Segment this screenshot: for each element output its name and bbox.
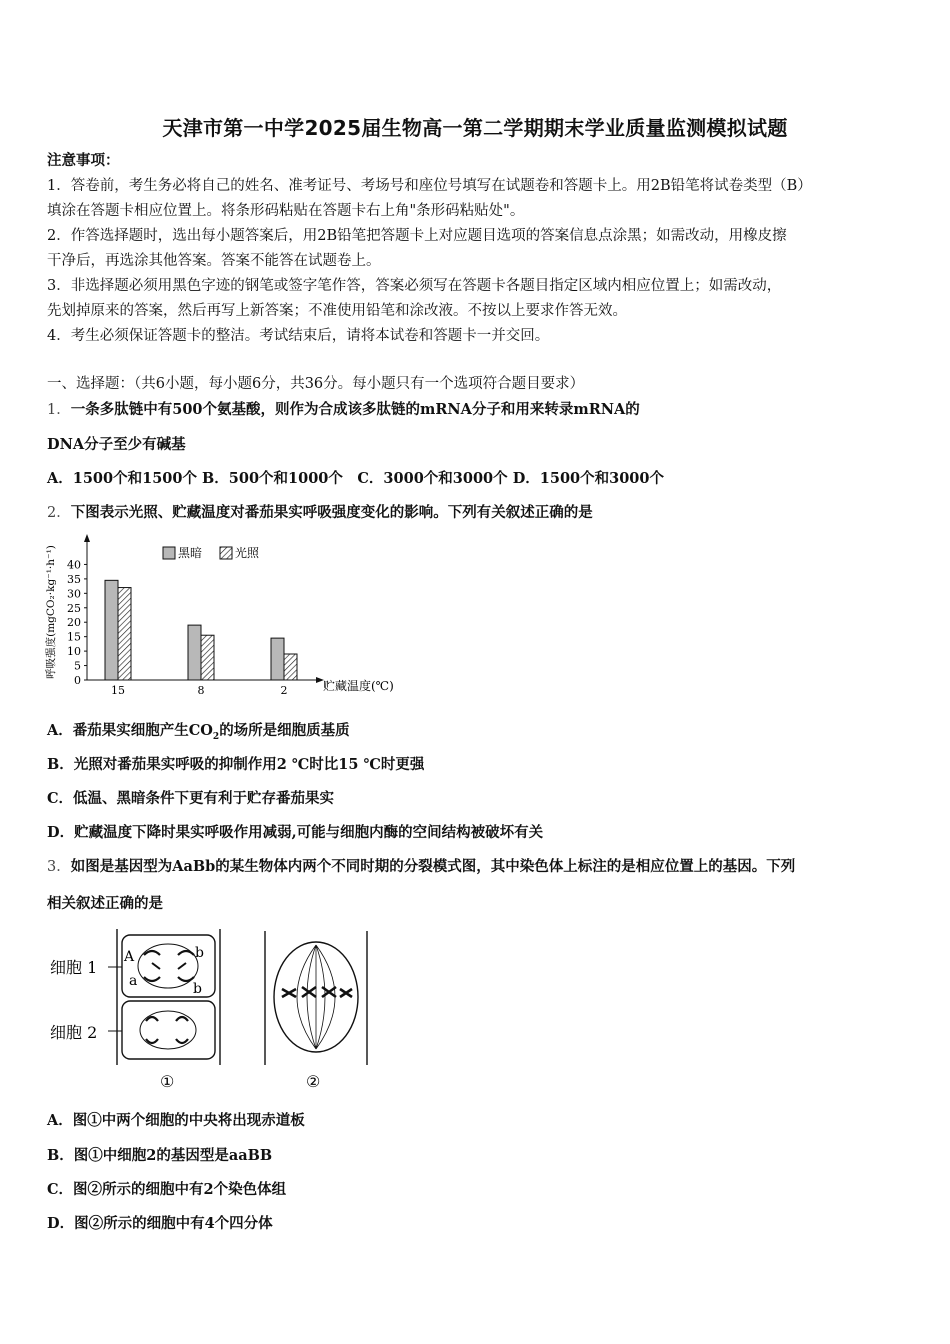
q1-stem-line-1	[47, 399, 640, 421]
q3-option-b: B．图①中细胞2的基因型是aaBB	[47, 1147, 273, 1164]
x-tick-label: 8	[197, 684, 205, 697]
legend-label-light: 光照	[235, 546, 260, 560]
notice-line-5: 3．非选择题必须用黑色字迹的钢笔或签字笔作答，答案必须写在答题卡各题目指定区域内相应位置上；如需改动，	[47, 278, 782, 294]
notice-heading: 注意事项：	[47, 152, 120, 169]
q2-option-b: B．光照对番茄果实呼吸的抑制作用2 ℃时比15 ℃时更强	[47, 756, 425, 773]
cell-2-outline	[122, 1001, 215, 1059]
gene-b-bottom-label: b	[193, 981, 202, 997]
y-tick-label: 20	[67, 616, 81, 630]
chart-legend	[163, 545, 260, 560]
fig2-tetrads	[282, 987, 352, 997]
q3-option-c: C．图②所示的细胞中有2个染色体组	[47, 1181, 287, 1198]
bar-dark-2	[271, 638, 284, 680]
chart-y-axis-arrow	[84, 534, 90, 542]
bar-dark-15	[105, 580, 118, 680]
figure-2-label: ②	[306, 1072, 321, 1091]
q3-stem-line-1	[47, 856, 795, 878]
y-tick-label: 10	[67, 645, 81, 659]
q3-option-a: A．图①中两个细胞的中央将出现赤道板	[47, 1112, 305, 1129]
y-tick-label: 25	[67, 601, 81, 615]
cell-2-label: 细胞 2	[50, 1023, 98, 1042]
q2-option-c: C．低温、黑暗条件下更有利于贮存番茄果实	[47, 790, 335, 807]
q3-option-d: D．图②所示的细胞中有4个四分体	[47, 1215, 273, 1232]
q2-option-d: D．贮藏温度下降时果实呼吸作用减弱,可能与细胞内酶的空间结构被破坏有关	[47, 824, 544, 841]
gene-a-label: a	[129, 973, 138, 989]
cell-1-chromosome	[152, 963, 186, 969]
chart-y-label: 呼吸强度(mgCO₂·kg⁻¹·h⁻¹)	[45, 545, 57, 679]
legend-swatch-dark	[163, 547, 175, 559]
cell-1-chromosome	[144, 951, 194, 981]
y-tick-label: 0	[74, 674, 81, 687]
respiration-bar-chart	[40, 530, 410, 700]
x-tick-label: 15	[111, 684, 125, 697]
notice-line-4: 干净后，再选涂其他答案。答案不能答在试题卷上。	[47, 253, 381, 269]
bar-light-15	[118, 588, 131, 680]
y-tick-label: 15	[67, 630, 81, 644]
q3-stem-line-2: 相关叙述正确的是	[47, 895, 163, 912]
notice-line-6: 先划掉原来的答案，然后再写上新答案；不准使用铅笔和涂改液。不按以上要求作答无效。	[47, 303, 627, 319]
q1-stem-1: 一条多肽链中有500个氨基酸，则作为合成该多肽链的mRNA分子和用来转录mRNA的	[70, 401, 640, 418]
bar-light-8	[201, 635, 214, 680]
legend-label-dark: 黑暗	[178, 546, 203, 560]
y-tick-label: 30	[67, 587, 81, 601]
cell-2-nucleus	[140, 1011, 196, 1049]
gene-A-label: A	[124, 949, 135, 965]
q2-stem-text: 下图表示光照、贮藏温度对番茄果实呼吸强度变化的影响。下列有关叙述正确的是	[70, 504, 593, 521]
exam-title: 天津市第一中学2025届生物高一第二学期期末学业质量监测模拟试题	[162, 116, 788, 140]
q2-option-a: A．番茄果实细胞产生$CO_2$的场所是细胞质基质	[47, 722, 350, 742]
x-tick-label: 2	[280, 684, 288, 697]
notice-line-3: 2．作答选择题时，选出每小题答案后，用2B铅笔把答题卡上对应题目选项的答案信息点涂黑；如需改动，用橡皮擦	[47, 228, 787, 244]
notice-line-7: 4．考生必须保证答题卡的整洁。考试结束后，请将本试卷和答题卡一并交回。	[47, 328, 550, 344]
y-tick-label: 5	[74, 659, 81, 673]
q3-number: 3．	[47, 859, 71, 875]
q3-stem-1: 如图是基因型为AaBb的某生物体内两个不同时期的分裂模式图，其中染色体上标注的是相应位置上的基因。下列	[70, 858, 796, 875]
cell-division-figure	[44, 925, 379, 1095]
y-tick-label: 35	[67, 572, 81, 586]
bar-light-2	[284, 654, 297, 680]
section-heading: 一、选择题：（共6小题，每小题6分，共36分。每小题只有一个选项符合题目要求）	[47, 376, 585, 392]
q1-stem-line-2: DNA分子至少有碱基	[47, 436, 186, 453]
bar-dark-8	[188, 625, 201, 680]
q1-number: 1．	[47, 402, 71, 418]
cell-1-label: 细胞 1	[50, 958, 98, 977]
q2-number: 2．	[47, 505, 71, 521]
q2-stem	[47, 502, 593, 524]
figure-1-label: ①	[160, 1072, 175, 1091]
gene-b-top-label: b	[195, 945, 204, 961]
cell-2-chromosome	[146, 1017, 188, 1043]
notice-line-2: 填涂在答题卡相应位置上。将条形码粘贴在答题卡右上角"条形码粘贴处"。	[47, 203, 525, 219]
chart-x-label: 贮藏温度(℃)	[323, 679, 394, 693]
notice-line-1: 1．答卷前，考生务必将自己的姓名、准考证号、考场号和座位号填写在试题卷和答题卡上。用2B铅笔将试卷类型（B）	[47, 178, 812, 194]
legend-swatch-light	[220, 547, 232, 559]
q1-options: A．1500个和1500个 B．500个和1000个 C．3000个和3000个 D．1500个和3000个	[47, 470, 664, 487]
y-tick-label: 40	[67, 558, 81, 572]
